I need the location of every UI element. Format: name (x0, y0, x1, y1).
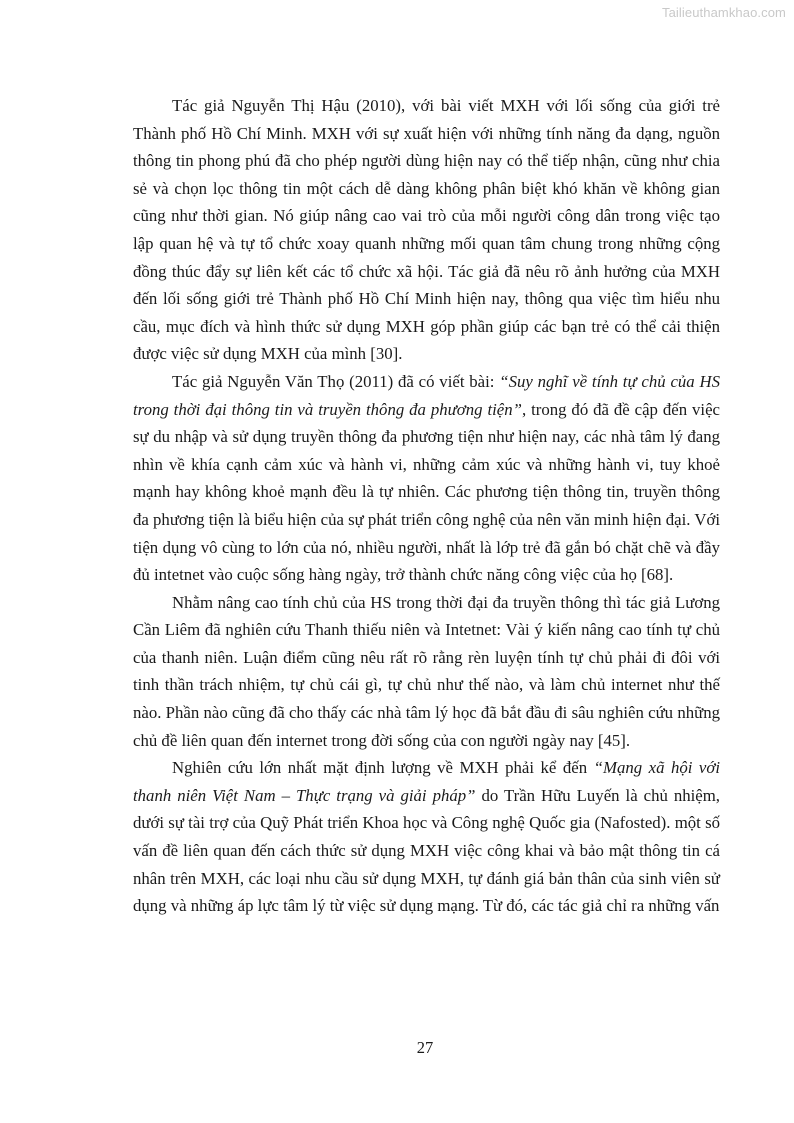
paragraph-3-text: Nhằm nâng cao tính chủ của HS trong thời đại đa truyền thông thì tác giả Lương Cần Liêm đã nghiên cứu Thanh thiếu niên và Intetnet: Vài ý kiến nâng cao tính tự chủ của thanh niên. Luận điểm cũng nêu rất rõ rằng rèn luyện tính tự chủ phải đi đôi với tinh thần trách nhiệm, tự chủ cái gì, tự chủ như thế nào, và làm chủ internet như thế nào. Phần nào cũng đã cho thấy các nhà tâm lý học đã bắt đầu đi sâu nghiên cứu những chủ đề liên quan đến internet trong đời sống của con người ngày nay [45]. (133, 592, 720, 750)
paragraph-4-text-start: Nghiên cứu lớn nhất mặt định lượng về MXH phải kể đến (172, 758, 594, 778)
paragraph-1 (133, 92, 720, 368)
paragraph-1-text: Tác giả Nguyễn Thị Hậu (2010), với bài viết MXH với lối sống của giới trẻ Thành phố Hồ Chí Minh. MXH với sự xuất hiện với những tính năng đa dạng, nguồn thông tin phong phú đã cho phép người dùng hiện nay có thể tiếp nhận, cũng như chia sẻ và chọn lọc thông tin một cách dễ dàng không phân biệt khó khăn về không gian cũng như thời gian. Nó giúp nâng cao vai trò của mỗi người công dân trong việc tạo lập quan hệ và tự tổ chức xoay quanh những mối quan tâm chung trong những cộng đồng thúc đẩy sự liên kết các tổ chức xã hội. Tác giả đã nêu rõ ảnh hưởng của MXH đến lối sống giới trẻ Thành phố Hồ Chí Minh hiện nay, thông qua việc tìm hiểu nhu cầu, mục đích và hình thức sử dụng MXH góp phần giúp các bạn trẻ có thể cải thiện được việc sử dụng MXH của mình [30]. (133, 96, 720, 364)
document-body (133, 92, 720, 920)
paragraph-3 (133, 589, 720, 755)
paragraph-2-text-end: , trong đó đã đề cập đến việc sự du nhập và sử dụng truyền thông đa phương tiện như hiện nay, các nhà tâm lý đang nhìn về khía cạnh cảm xúc và hành vi, những cảm xúc và những hành vi, tuy khoẻ mạnh hay không khoẻ mạnh đều là tự nhiên. Các phương tiện thông tin, truyền thông đa phương tiện là biểu hiện của sự phát triển công nghệ của nên văn minh hiện đại. Với tiện dụng vô cùng to lớn của nó, nhiều người, nhất là lớp trẻ đã gắn bó chặt chẽ và đầy đủ intetnet vào cuộc sống hàng ngày, trở thành chức năng công việc của họ [68]. (133, 399, 720, 585)
paragraph-4 (133, 754, 720, 920)
paragraph-2-text-start: Tác giả Nguyễn Văn Thọ (2011) đã có viết bài: (172, 371, 500, 391)
page-number: 27 (416, 1038, 434, 1057)
watermark-text: Tailieuthamkhao.com (661, 5, 786, 20)
paragraph-4-text-end: do Trần Hữu Luyến là chủ nhiệm, dưới sự tài trợ của Quỹ Phát triển Khoa học và Công nghệ Quốc gia (Nafosted). một số vấn đề liên quan đến cách thức sử dụng MXH việc công khai và bảo mật thông tin cá nhân trên MXH, các loại nhu cầu sử dụng MXH, tự đánh giá bản thân của sinh viên sử dụng và những áp lực tâm lý từ việc sử dụng mạng. Từ đó, các tác giả chỉ ra những vấn (133, 785, 721, 916)
paragraph-4-study-title: “Mạng xã hội với thanh niên Việt Nam – Thực trạng và giải pháp” (133, 758, 721, 805)
paragraph-2-article-title: “Suy nghĩ về tính tự chủ của HS trong thời đại thông tin và truyền thông đa phương tiện” (133, 371, 720, 419)
paragraph-2 (133, 368, 720, 589)
